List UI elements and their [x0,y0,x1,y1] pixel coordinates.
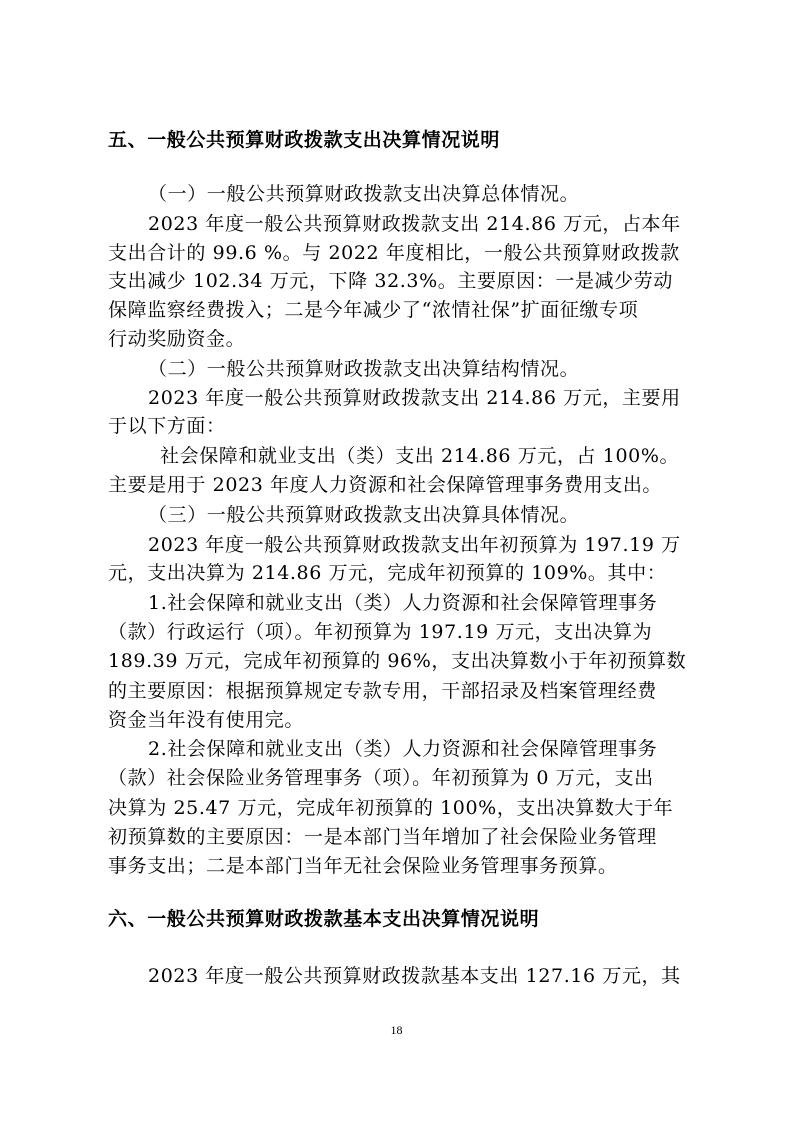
paragraph-line: 资金当年没有使用完。 [108,709,305,731]
paragraph-line: （款）社会保险业务管理事务（项）。年初预算为 0 万元，支出 [108,767,654,789]
section-5-heading: 五、一般公共预算财政拨款支出决算情况说明 [108,129,501,151]
paragraph-line: （三）一般公共预算财政拨款支出决算具体情况。 [148,504,580,526]
paragraph-line: 2023 年度一般公共预算财政拨款基本支出 127.16 万元，其 [148,965,681,987]
page-number: 18 [390,1023,403,1037]
paragraph-line: 189.39 万元，完成年初预算的 96%，支出决算数小于年初预算数 [108,650,687,672]
paragraph-line: （款）行政运行（项）。年初预算为 197.19 万元，支出决算为 [108,621,653,643]
paragraph-line: 决算为 25.47 万元，完成年初预算的 100%，支出决算数大于年 [108,797,674,819]
paragraph-line: 支出减少 102.34 万元，下降 32.3%。主要原因：一是减少劳动 [108,270,673,292]
paragraph-line: 2023 年度一般公共预算财政拨款支出 214.86 万元，占本年 [148,213,681,235]
section-6-heading: 六、一般公共预算财政拨款基本支出决算情况说明 [108,908,540,930]
paragraph-line: 于以下方面： [108,415,226,437]
paragraph-line: 社会保障和就业支出（类）支出 214.86 万元，占 100%。 [160,445,680,467]
paragraph-line: 行动奖励资金。 [108,328,246,350]
paragraph-line: 2023 年度一般公共预算财政拨款支出年初预算为 197.19 万 [148,534,681,556]
paragraph-line: 事务支出；二是本部门当年无社会保险业务管理事务预算。 [108,855,618,877]
paragraph-line: 保障监察经费拨入；二是今年减少了“浓情社保”扩面征缴专项 [108,299,639,321]
paragraph-line: （二）一般公共预算财政拨款支出决算结构情况。 [148,358,580,380]
paragraph-line: 支出合计的 99.6 %。与 2022 年度相比，一般公共预算财政拨款 [108,242,680,264]
paragraph-line: 初预算数的主要原因：一是本部门当年增加了社会保险业务管理 [108,826,657,848]
paragraph-line: 2.社会保障和就业支出（类）人力资源和社会保障管理事务 [148,738,658,760]
paragraph-line: （一）一般公共预算财政拨款支出决算总体情况。 [148,183,580,205]
paragraph-line: 主要是用于 2023 年度人力资源和社会保障管理事务费用支出。 [108,474,663,496]
paragraph-line: 2023 年度一般公共预算财政拨款支出 214.86 万元，主要用 [148,387,681,409]
paragraph-line: 1.社会保障和就业支出（类）人力资源和社会保障管理事务 [148,592,658,614]
paragraph-line: 元，支出决算为 214.86 万元，完成年初预算的 109%。其中： [108,562,667,584]
paragraph-line: 的主要原因：根据预算规定专款专用，干部招录及档案管理经费 [108,680,657,702]
